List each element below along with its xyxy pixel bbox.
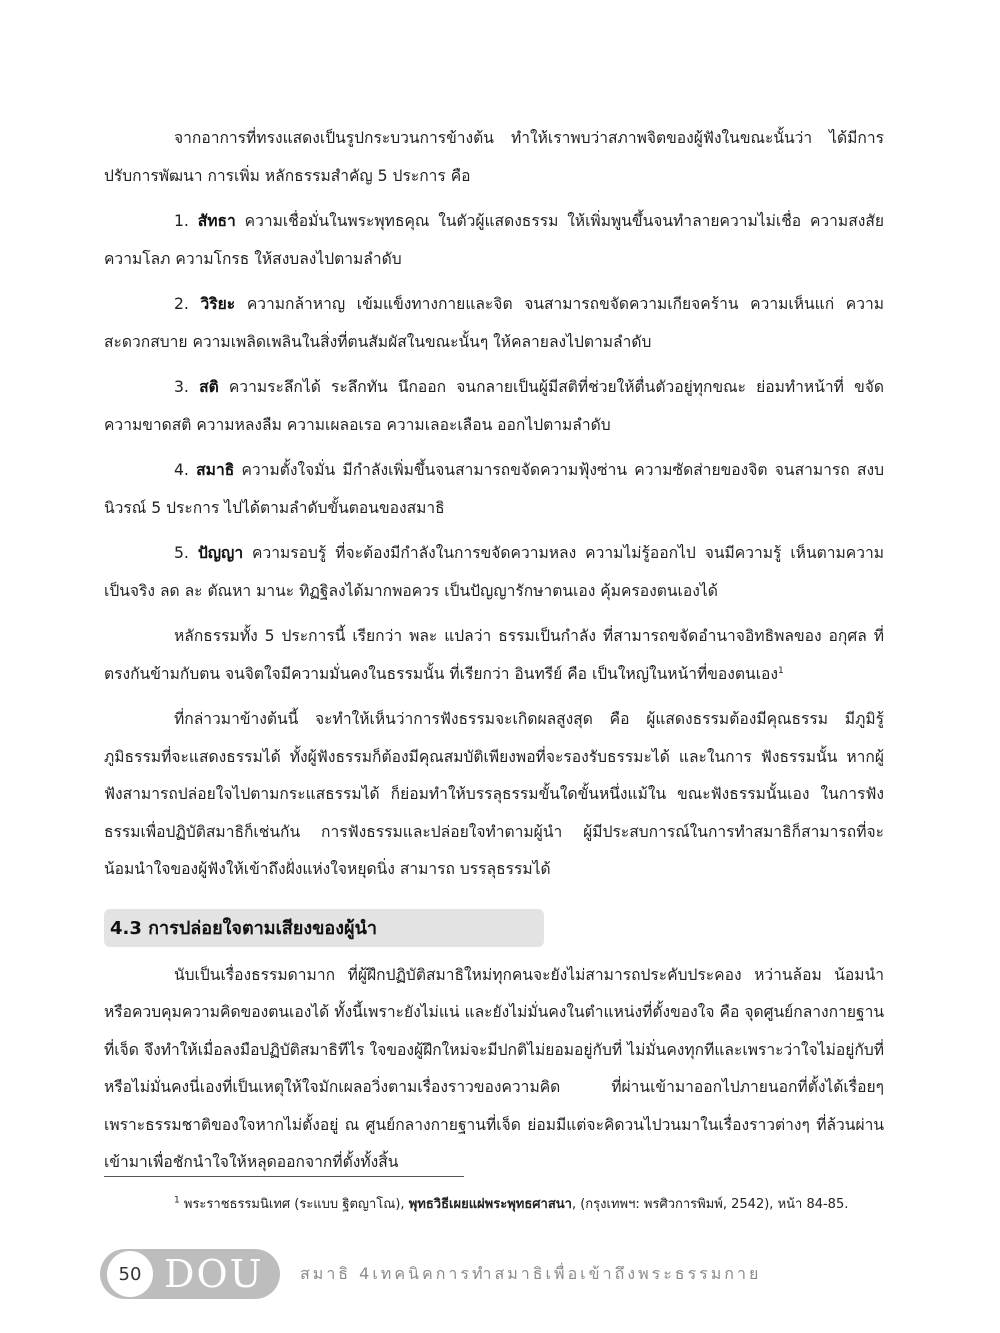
item-text: ความรอบรู้ ที่จะต้องมีกำลังในการขจัดความหลง ความไม่รู้ออกไป จนมีความรู้ เห็นตามความเป็นจริง ลด ละ ตัณหา มานะ ทิฏฐิลงได้มากพอควร เป็นปัญญารักษาตนเอง คุ้มครองตนเองได้ xyxy=(104,544,884,600)
item-text: ความเชื่อมั่นในพระพุทธคุณ ในตัวผู้แสดงธรรม ให้เพิ่มพูนขึ้นจนทำลายความไม่เชื่อ ความสงสัย ความโลภ ความโกรธ ให้สงบลงไปตามลำดับ xyxy=(104,212,884,268)
section-title: 4.3 การปล่อยใจตามเสียงของผู้นำ xyxy=(110,918,377,939)
item-text: ความกล้าหาญ เข้มแข็งทางกายและจิต จนสามารถขจัดความเกียจคร้าน ความเห็นแก่ ความสะดวกสบาย ความเพลิดเพลินในสิ่งที่ตนสัมผัสในขณะนั้นๆ ให้คลายลงไปตามลำดับ xyxy=(104,295,884,351)
summary-text: หลักธรรมทั้ง 5 ประการนี้ เรียกว่า พละ แปลว่า ธรรมเป็นกำลัง ที่สามารถขจัดอำนาจอิทธิพลของ อกุศล ที่ตรงกันข้ามกับตน จนจิตใจมีความมั่นคงในธรรมนั้น ที่เรียกว่า อินทรีย์ คือ เป็นใหญ่ในหน้าที่ของตนเอง xyxy=(104,627,884,683)
item-number: 2. xyxy=(174,295,189,313)
section-header xyxy=(104,909,544,947)
item-number: 3. xyxy=(174,378,189,396)
conclusion-text: ที่กล่าวมาข้างต้นนี้ จะทำให้เห็นว่าการฟังธรรมจะเกิดผลสูงสุด คือ ผู้แสดงธรรมต้องมีคุณธรรม มีภูมิรู้ภูมิธรรมที่จะแสดงธรรมได้ ทั้งผู้ฟังธรรมก็ต้องมีคุณสมบัติเพียงพอที่จะรองรับธรรมะได้ และในการ ฟังธรรมนั้น หากผู้ฟังสามารถปล่อยใจไปตามกระแสธรรมได้ ก็ย่อมทำให้บรรลุธรรมขั้นใดขั้นหนึ่งแม้ใน ขณะฟังธรรมนั้นเอง ในการฟังธรรมเพื่อปฏิบัติสมาธิก็เช่นกัน การฟังธรรมและปล่อยใจทำตามผู้นำ ผู้มีประสบการณ์ในการทำสมาธิก็สามารถที่จะน้อมนำใจของผู้ฟังให้เข้าถึงฝั่งแห่งใจหยุดนิ่ง สามารถ บรรลุธรรมได้ xyxy=(104,710,884,878)
item-text: ความระลึกได้ ระลึกทัน นึกออก จนกลายเป็นผู้มีสติที่ช่วยให้ตื่นตัวอยู่ทุกขณะ ย่อมทำหน้าที่ ขจัดความขาดสติ ความหลงลืม ความเผลอเรอ ความเลอะเลือน ออกไปตามลำดับ xyxy=(104,378,884,434)
list-item-1 xyxy=(104,203,884,278)
summary-paragraph xyxy=(104,618,884,693)
list-item-2 xyxy=(104,286,884,361)
book-title: สมาธิ 4เทคนิคการทำสมาธิเพื่อเข้าถึงพระธรรมกาย xyxy=(300,1263,762,1283)
footnote xyxy=(104,1190,884,1220)
item-term: สมาธิ xyxy=(196,461,235,479)
page-number: 50 xyxy=(106,1250,154,1298)
item-term: ปัญญา xyxy=(197,544,244,562)
footnote-reference[interactable]: 1 xyxy=(778,665,784,676)
footnote-divider xyxy=(104,1176,464,1177)
intro-paragraph xyxy=(104,120,884,195)
list-item-3 xyxy=(104,369,884,444)
item-text: ความตั้งใจมั่น มีกำลังเพิ่มขึ้นจนสามารถขจัดความฟุ้งซ่าน ความซัดส่ายของจิต จนสามารถ สงบนิวรณ์ 5 ประการ ไปได้ตามลำดับขั้นตอนของสมาธิ xyxy=(104,461,884,517)
item-number: 4. xyxy=(174,461,189,479)
conclusion-paragraph xyxy=(104,701,884,889)
footnote-marker: 1 xyxy=(174,1195,180,1206)
item-number: 5. xyxy=(174,544,189,562)
footnote-pages: หน้า 84-85. xyxy=(777,1197,849,1212)
list-item-5 xyxy=(104,535,884,610)
list-item-4 xyxy=(104,452,884,527)
item-number: 1. xyxy=(174,212,189,230)
footnote-book-title: พุทธวิธีเผยแผ่พระพุทธศาสนา xyxy=(408,1197,572,1212)
dou-logo: DOU xyxy=(164,1252,264,1296)
dou-badge xyxy=(100,1249,280,1299)
page-footer xyxy=(100,1248,761,1300)
section-text: นับเป็นเรื่องธรรมดามาก ที่ผู้ฝึกปฏิบัติสมาธิใหม่ทุกคนจะยังไม่สามารถประคับประคอง หว่านล้อม น้อมนำ หรือควบคุมความคิดของตนเองได้ ทั้งนี้เพราะยังไม่แน่ และยังไม่มั่นคงในตำแหน่งที่ตั้งของใจ คือ จุดศูนย์กลางกายฐานที่เจ็ด จึงทำให้เมื่อลงมือปฏิบัติสมาธิทีไร ใจของผู้ฝึกใหม่จะมีปกติไม่ยอมอยู่กับที่ ไม่มั่นคงทุกทีและเพราะว่าใจไม่อยู่กับที่หรือไม่มั่นคงนี่เองที่เป็นเหตุให้ใจมักเผลอวิ่งตามเรื่องราวของความคิด ที่ผ่านเข้ามาออกไปภายนอกที่ตั้งได้เรื่อยๆ เพราะธรรมชาติของใจหากไม่ตั้งอยู่ ณ ศูนย์กลางกายฐานที่เจ็ด ย่อมมีแต่จะคิดวนไปวนมาในเรื่องราวต่างๆ ที่ล้วนผ่านเข้ามาเพื่อชักนำใจให้หลุดออกจากที่ตั้งทั้งสิ้น xyxy=(104,965,884,1171)
page-content xyxy=(104,120,884,1188)
item-term: วิริยะ xyxy=(200,295,236,313)
intro-text: จากอาการที่ทรงแสดงเป็นรูปกระบวนการข้างต้น ทำให้เราพบว่าสภาพจิตของผู้ฟังในขณะนั้นว่า ได้มีการปรับการพัฒนา การเพิ่ม หลักธรรมสำคัญ 5 ประการ คือ xyxy=(104,129,884,185)
item-term: สัทธา xyxy=(197,212,236,230)
footnote-publisher: , (กรุงเทพฯ: พรศิวการพิมพ์, 2542), xyxy=(571,1197,774,1212)
section-paragraph xyxy=(104,957,884,1182)
item-term: สติ xyxy=(199,378,219,396)
footnote-author: พระราชธรรมนิเทศ (ระแบบ ฐิตญาโณ), xyxy=(183,1197,405,1212)
